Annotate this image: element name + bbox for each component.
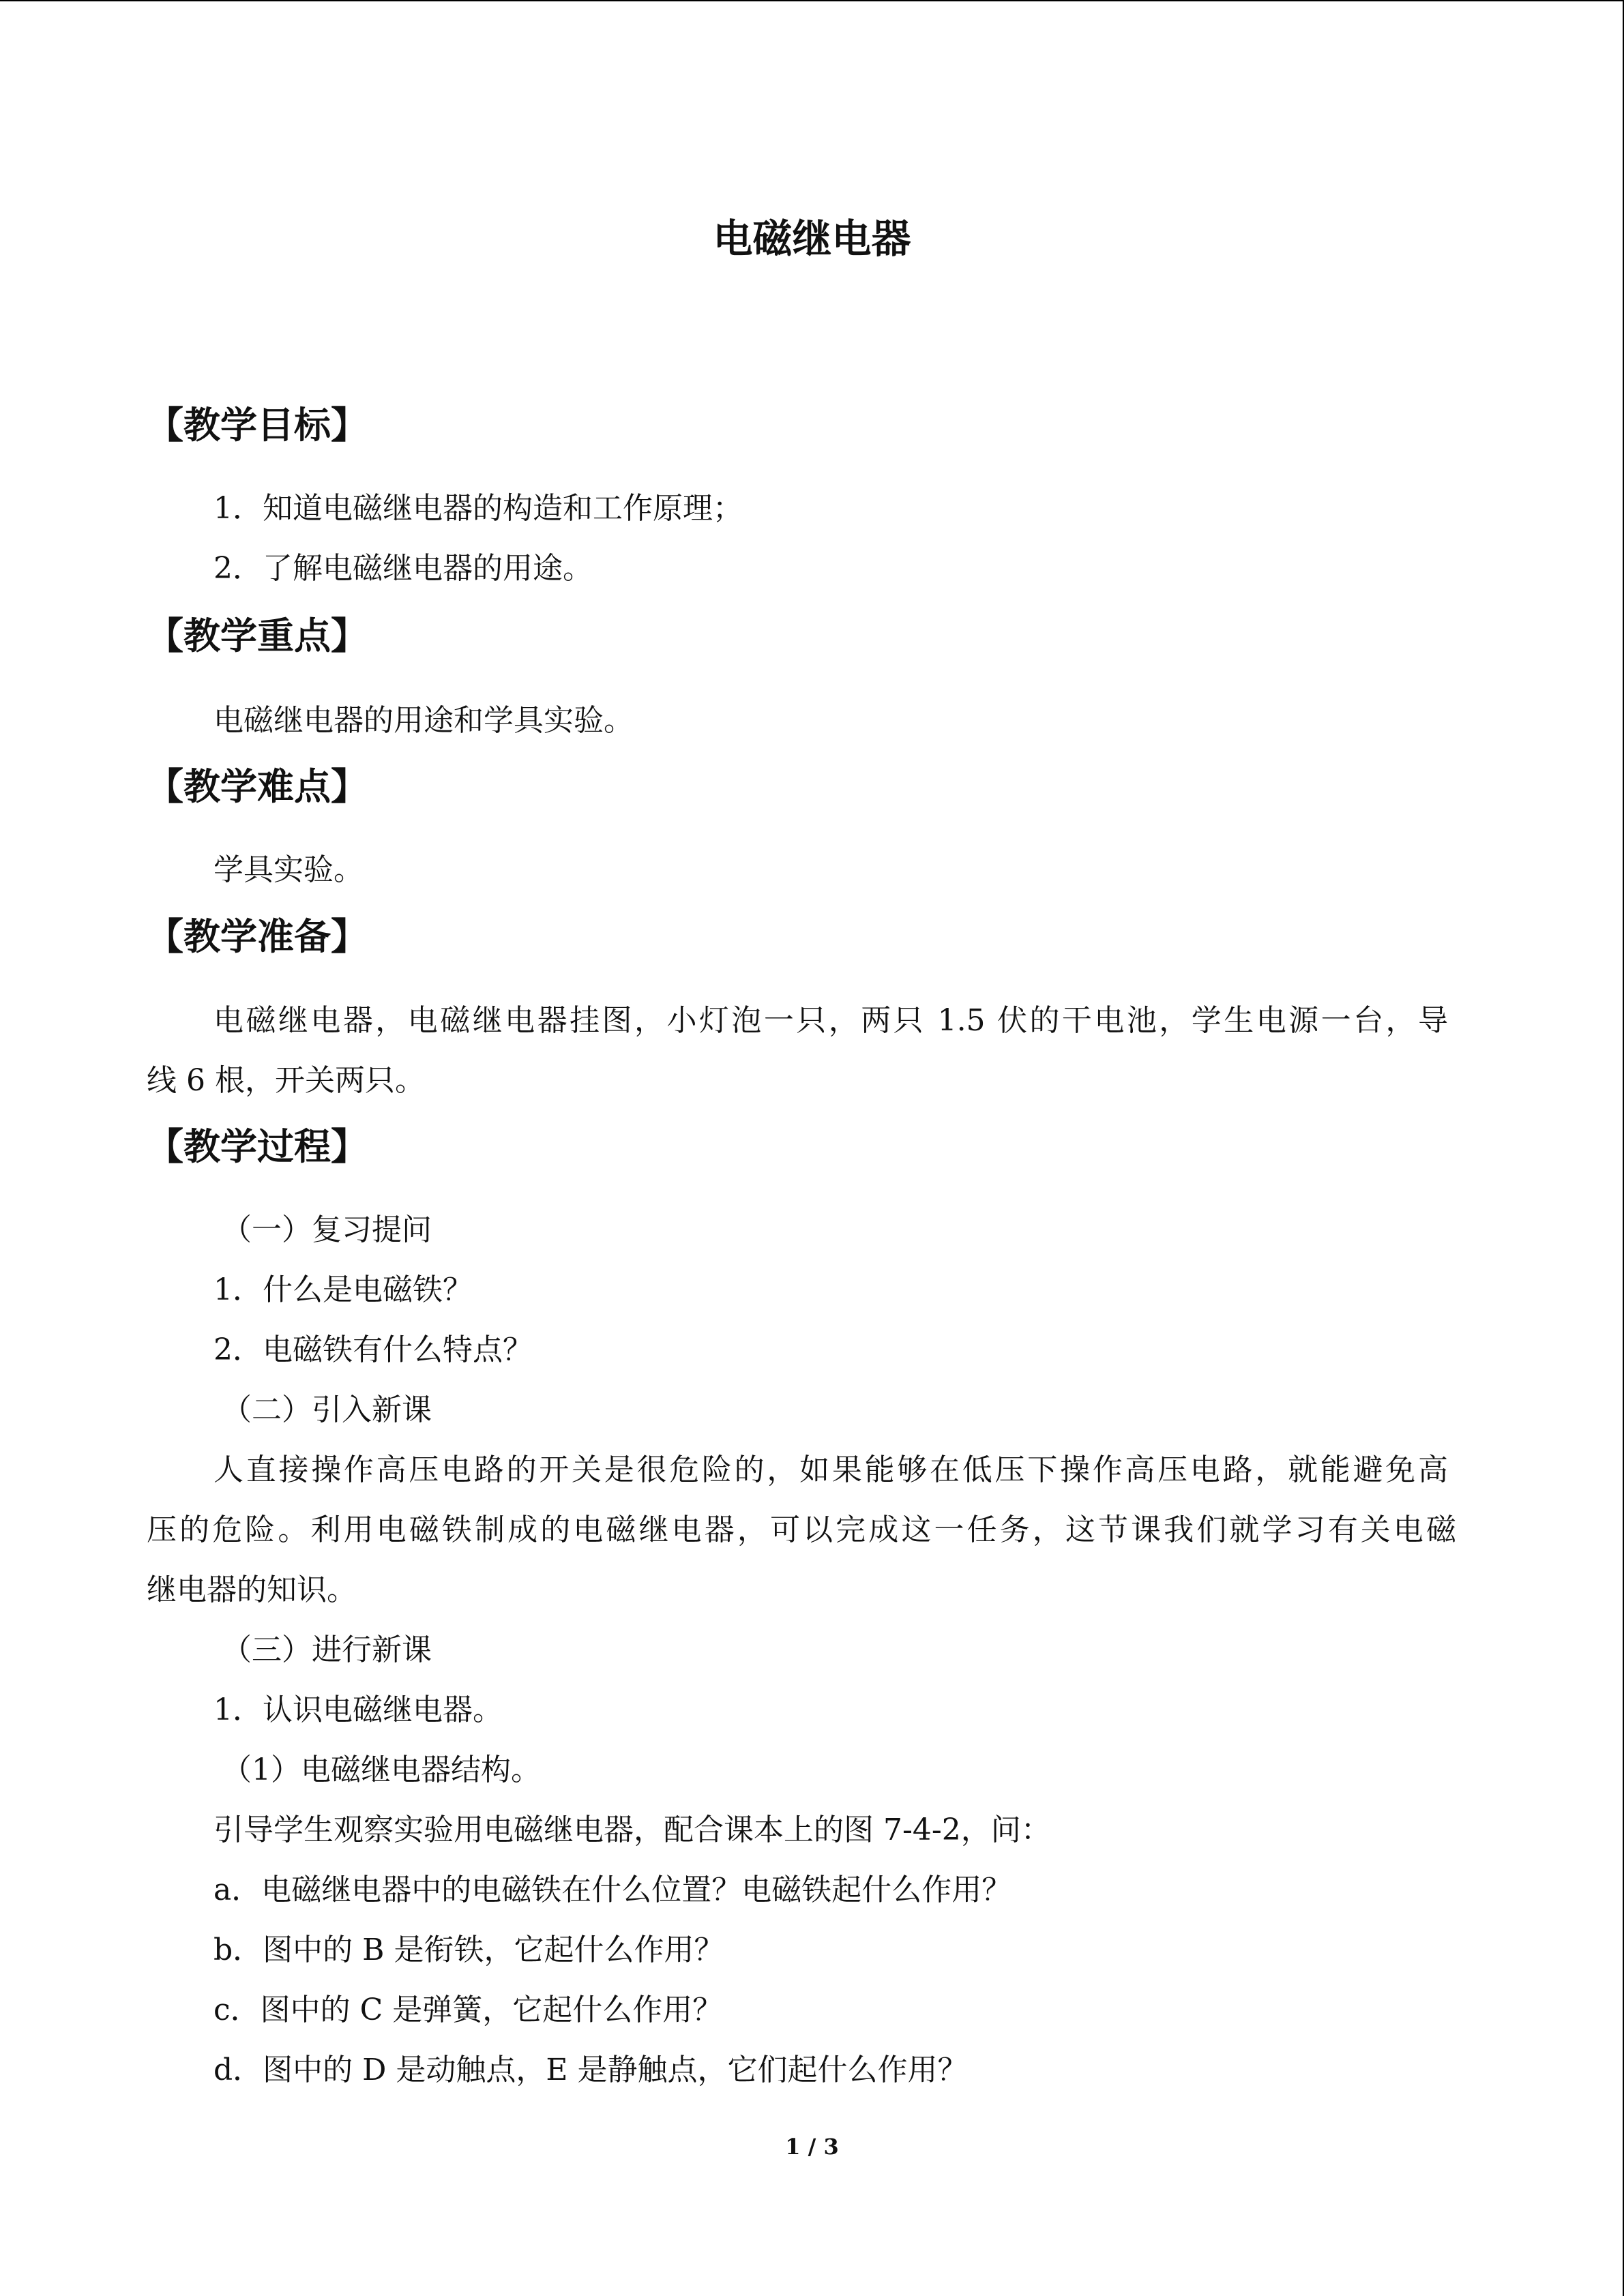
question-item: d．图中的 D 是动触点，E 是静触点，它们起什么作用？ — [213, 2053, 968, 2087]
intro-title: （二）引入新课 — [222, 1392, 432, 1427]
review-item: 2．电磁铁有什么特点？ — [213, 1332, 533, 1367]
new-lesson-title: （三）进行新课 — [222, 1632, 432, 1667]
difficulties-text: 学具实验。 — [213, 852, 364, 887]
question-item: c．图中的 C 是弹簧，它起什么作用？ — [213, 1993, 723, 2027]
heading-difficulties: 【教学难点】 — [147, 765, 368, 808]
intro-line: 人直接操作高压电路的开关是很危险的，如果能够在低压下操作高压电路，就能避免高 — [213, 1452, 1448, 1487]
intro-line: 压的危险。利用电磁铁制成的电磁继电器，可以完成这一任务，这节课我们就学习有关电磁 — [147, 1512, 1456, 1547]
heading-process: 【教学过程】 — [147, 1125, 368, 1168]
key-points-text: 电磁继电器的用途和学具实验。 — [213, 703, 634, 738]
question-item: b．图中的 B 是衔铁，它起什么作用？ — [213, 1933, 724, 1967]
objective-item: 1．知道电磁继电器的构造和工作原理； — [213, 491, 743, 526]
review-item: 1．什么是电磁铁？ — [213, 1272, 473, 1307]
question-item: a．电磁继电器中的电磁铁在什么位置？电磁铁起什么作用？ — [213, 1873, 1012, 1907]
preparation-line: 线 6 根，开关两只。 — [147, 1063, 425, 1098]
guide-text: 引导学生观察实验用电磁继电器，配合课本上的图 7-4-2，问： — [213, 1813, 1051, 1847]
objective-item: 2．了解电磁继电器的用途。 — [213, 551, 593, 586]
heading-key-points: 【教学重点】 — [147, 614, 368, 657]
document-title: 电磁继电器 — [713, 215, 911, 262]
review-title: （一）复习提问 — [222, 1212, 432, 1247]
heading-preparation: 【教学准备】 — [147, 915, 368, 958]
preparation-line: 电磁继电器，电磁继电器挂图，小灯泡一只，两只 1.5 伏的干电池，学生电源一台，导 — [213, 1003, 1448, 1038]
page-number: 1 / 3 — [785, 2134, 839, 2160]
new-lesson-item: 1．认识电磁继电器。 — [213, 1693, 503, 1727]
structure-title: （1）电磁继电器结构。 — [222, 1753, 541, 1787]
intro-line: 继电器的知识。 — [147, 1572, 357, 1607]
heading-teaching-objectives: 【教学目标】 — [147, 404, 368, 447]
